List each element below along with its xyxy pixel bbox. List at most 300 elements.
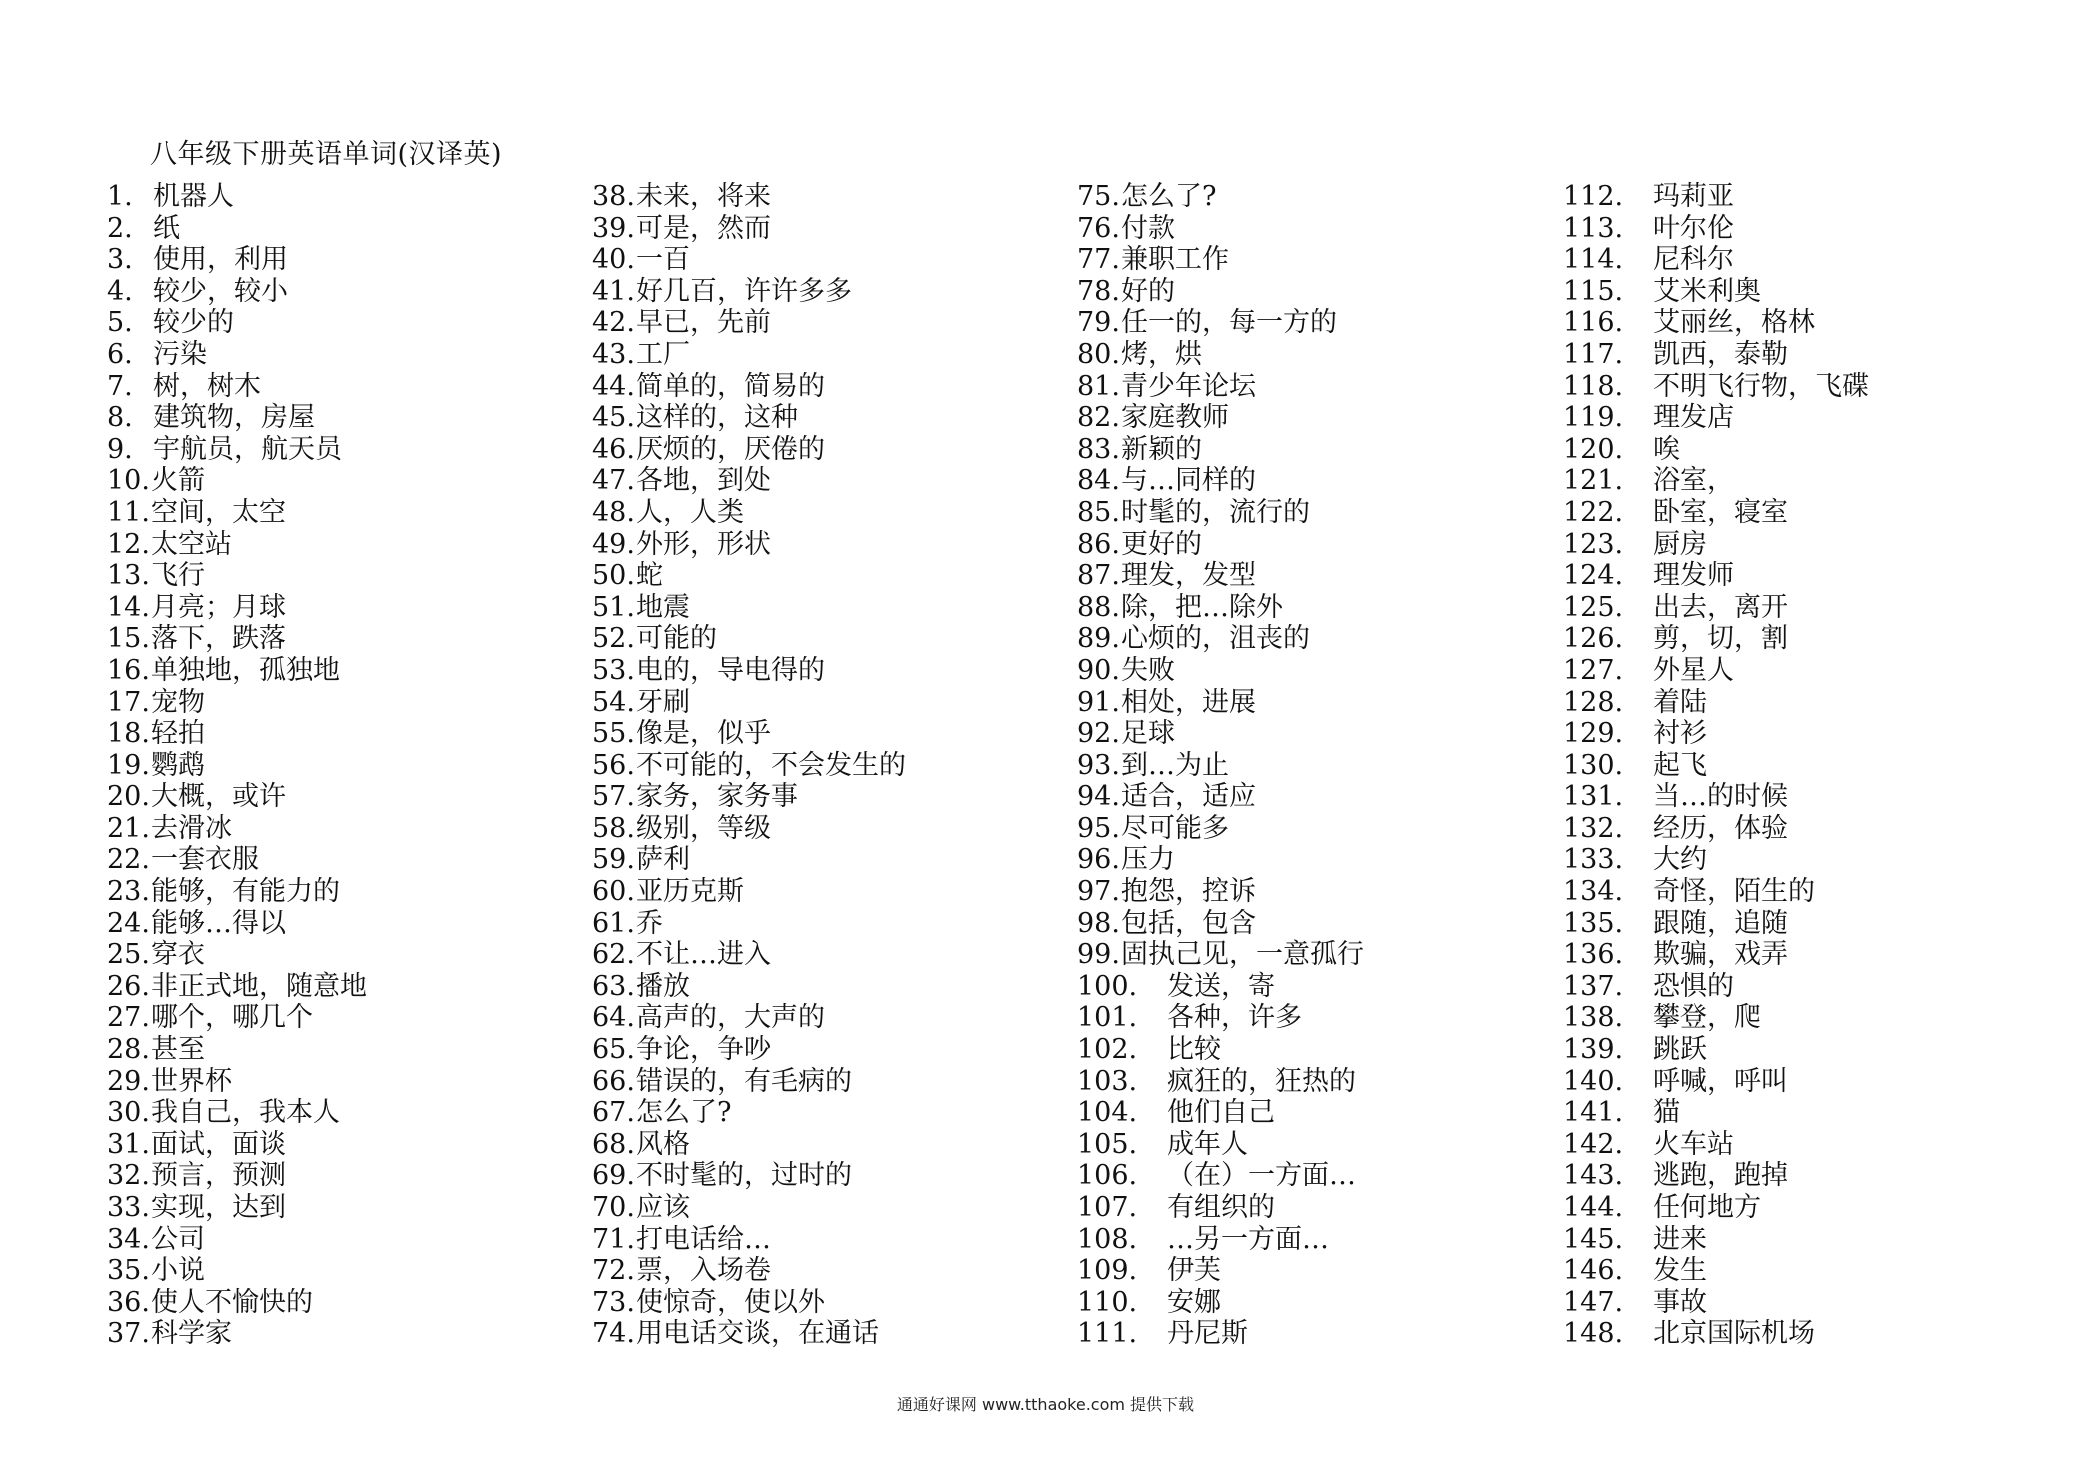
entry-number: 22.	[107, 844, 150, 876]
vocabulary-entry	[1077, 339, 1557, 371]
vocabulary-entry	[1077, 181, 1557, 213]
vocabulary-entry	[1563, 1318, 2043, 1350]
vocabulary-entry	[1077, 1160, 1557, 1192]
vocabulary-entry	[592, 781, 1072, 813]
vocabulary-entry	[592, 1287, 1072, 1319]
entry-word: 使惊奇，使以外	[636, 1286, 825, 1318]
entry-word: 时髦的，流行的	[1121, 496, 1310, 528]
entry-number: 112.	[1563, 181, 1624, 212]
vocabulary-entry	[107, 371, 587, 403]
entry-word: 任一的，每一方的	[1121, 307, 1337, 339]
vocabulary-entry	[1077, 371, 1557, 403]
entry-word: 艾米利奥	[1653, 275, 1761, 307]
entry-word: 好的	[1121, 275, 1175, 307]
vocabulary-entry	[1077, 402, 1557, 434]
entry-number: 10.	[107, 465, 150, 497]
entry-number: 13.	[107, 560, 150, 592]
entry-word: 轻拍	[151, 718, 205, 750]
entry-number: 29.	[107, 1065, 150, 1097]
vocabulary-entry	[592, 1129, 1072, 1161]
entry-number: 122.	[1563, 496, 1624, 528]
vocabulary-entry	[107, 623, 587, 655]
vocabulary-entry	[1563, 592, 2043, 624]
entry-word: 跳跃	[1653, 1034, 1707, 1066]
entry-word: 这样的，这种	[636, 402, 798, 434]
entry-number: 24.	[107, 907, 150, 939]
entry-number: 128.	[1563, 686, 1624, 718]
vocabulary-entry	[1563, 876, 2043, 908]
entry-word: 卧室，寝室	[1653, 496, 1788, 528]
entry-number: 52.	[592, 623, 635, 655]
entry-number: 74.	[592, 1318, 635, 1350]
entry-number: 111.	[1077, 1318, 1138, 1350]
vocabulary-entry	[592, 1318, 1072, 1350]
entry-number: 8.	[107, 402, 133, 434]
vocabulary-entry	[107, 1002, 587, 1034]
entry-number: 114.	[1563, 244, 1624, 276]
entry-word: 猫	[1653, 1097, 1680, 1129]
entry-number: 80.	[1077, 338, 1120, 370]
entry-word: 厌烦的，厌倦的	[636, 433, 825, 465]
entry-number: 47.	[592, 465, 635, 497]
entry-word: 宇航员，航天员	[153, 433, 342, 465]
vocabulary-entry	[1563, 465, 2043, 497]
entry-word: 艾丽丝，格林	[1653, 307, 1815, 339]
entry-word: 事故	[1653, 1286, 1707, 1318]
entry-number: 139.	[1563, 1034, 1624, 1066]
vocabulary-entry	[592, 213, 1072, 245]
entry-word: 可是，然而	[636, 212, 771, 244]
entry-number: 19.	[107, 749, 150, 781]
entry-word: …另一方面…	[1167, 1223, 1329, 1255]
vocabulary-entry	[1077, 434, 1557, 466]
entry-word: 打电话给…	[636, 1223, 771, 1255]
entry-number: 17.	[107, 686, 150, 718]
entry-number: 83.	[1077, 433, 1120, 465]
entry-word: 大概，或许	[151, 781, 286, 813]
entry-number: 32.	[107, 1160, 150, 1192]
vocabulary-entry	[107, 529, 587, 561]
entry-word: 当…的时候	[1653, 781, 1788, 813]
vocabulary-list	[0, 181, 2091, 1361]
entry-number: 113.	[1563, 212, 1624, 244]
entry-word: 用电话交谈，在通话	[636, 1318, 879, 1350]
vocabulary-entry	[1563, 434, 2043, 466]
vocabulary-entry	[592, 1097, 1072, 1129]
vocabulary-entry	[1563, 244, 2043, 276]
vocabulary-entry	[1563, 307, 2043, 339]
entry-word: 早已，先前	[636, 307, 771, 339]
entry-word: 安娜	[1167, 1286, 1221, 1318]
entry-number: 93.	[1077, 749, 1120, 781]
entry-word: 到…为止	[1121, 749, 1229, 781]
entry-word: 好几百，许许多多	[636, 275, 852, 307]
entry-number: 94.	[1077, 781, 1120, 813]
entry-word: 兼职工作	[1121, 244, 1229, 276]
entry-number: 18.	[107, 718, 150, 750]
entry-word: 哪个，哪几个	[151, 1002, 313, 1034]
vocabulary-entry	[1563, 1192, 2043, 1224]
entry-number: 15.	[107, 623, 150, 655]
entry-word: 相处，进展	[1121, 686, 1256, 718]
entry-number: 34.	[107, 1223, 150, 1255]
vocabulary-entry	[107, 402, 587, 434]
entry-word: 能够…得以	[151, 907, 286, 939]
entry-number: 40.	[592, 244, 635, 276]
entry-number: 7.	[107, 370, 133, 402]
entry-number: 117.	[1563, 338, 1624, 370]
entry-number: 87.	[1077, 560, 1120, 592]
vocabulary-entry	[107, 655, 587, 687]
entry-word: 呼喊，呼叫	[1653, 1065, 1788, 1097]
entry-word: 纸	[153, 212, 180, 244]
vocabulary-entry	[1563, 371, 2043, 403]
entry-number: 12.	[107, 528, 150, 560]
entry-word: 剪，切，割	[1653, 623, 1788, 655]
vocabulary-entry	[107, 276, 587, 308]
entry-number: 92.	[1077, 718, 1120, 750]
vocabulary-entry	[1077, 1034, 1557, 1066]
vocabulary-entry	[107, 1097, 587, 1129]
entry-word: 建筑物，房屋	[153, 402, 315, 434]
entry-number: 70.	[592, 1192, 635, 1223]
entry-number: 5.	[107, 307, 133, 339]
entry-number: 110.	[1077, 1286, 1138, 1318]
entry-word: 压力	[1121, 844, 1175, 876]
vocabulary-entry	[1077, 244, 1557, 276]
entry-word: 大约	[1653, 844, 1707, 876]
vocabulary-entry	[107, 1129, 587, 1161]
entry-word: 使人不愉快的	[151, 1286, 313, 1318]
entry-word: 能够，有能力的	[151, 876, 340, 908]
entry-word: 票，入场卷	[636, 1255, 771, 1287]
entry-number: 21.	[107, 812, 150, 844]
entry-number: 3.	[107, 244, 133, 276]
entry-number: 146.	[1563, 1255, 1624, 1287]
vocabulary-entry	[1563, 402, 2043, 434]
entry-word: 发生	[1653, 1255, 1707, 1287]
vocabulary-entry	[1077, 1224, 1557, 1256]
entry-word: 鹦鹉	[151, 749, 205, 781]
entry-word: 面试，面谈	[151, 1128, 286, 1160]
vocabulary-entry	[1563, 813, 2043, 845]
vocabulary-entry	[592, 718, 1072, 750]
entry-word: 各地，到处	[636, 465, 771, 497]
entry-number: 55.	[592, 718, 635, 750]
entry-word: 怎么了?	[636, 1097, 732, 1129]
vocabulary-entry	[107, 939, 587, 971]
entry-word: 不时髦的，过时的	[636, 1160, 852, 1192]
entry-number: 38.	[592, 181, 635, 212]
entry-number: 103.	[1077, 1065, 1138, 1097]
entry-word: 不可能的，不会发生的	[636, 749, 906, 781]
entry-number: 78.	[1077, 275, 1120, 307]
entry-word: 奇怪，陌生的	[1653, 876, 1815, 908]
entry-word: 包括，包含	[1121, 907, 1256, 939]
entry-word: 烤，烘	[1121, 338, 1202, 370]
vocabulary-entry	[592, 465, 1072, 497]
vocabulary-entry	[1077, 529, 1557, 561]
entry-word: 理发，发型	[1121, 560, 1256, 592]
entry-word: 科学家	[151, 1318, 232, 1350]
vocabulary-entry	[1563, 1002, 2043, 1034]
entry-word: 失败	[1121, 654, 1175, 686]
entry-number: 69.	[592, 1160, 635, 1192]
entry-word: 穿衣	[151, 939, 205, 971]
entry-number: 37.	[107, 1318, 150, 1350]
entry-number: 43.	[592, 338, 635, 370]
vocabulary-entry	[107, 339, 587, 371]
vocabulary-entry	[1077, 213, 1557, 245]
vocabulary-column-1	[107, 181, 587, 1350]
entry-word: 去滑冰	[151, 812, 232, 844]
entry-word: 公司	[151, 1223, 205, 1255]
entry-word: 一套衣服	[151, 844, 259, 876]
vocabulary-entry	[107, 1255, 587, 1287]
entry-number: 66.	[592, 1065, 635, 1097]
entry-word: 我自己，我本人	[151, 1097, 340, 1129]
vocabulary-entry	[1077, 623, 1557, 655]
entry-word: 应该	[636, 1192, 690, 1223]
entry-number: 115.	[1563, 275, 1624, 307]
entry-word: 攀登，爬	[1653, 1002, 1761, 1034]
entry-number: 88.	[1077, 591, 1120, 623]
entry-number: 90.	[1077, 654, 1120, 686]
entry-word: 尼科尔	[1653, 244, 1734, 276]
entry-word: 跟随，追随	[1653, 907, 1788, 939]
vocabulary-column-3	[1077, 181, 1557, 1350]
entry-number: 45.	[592, 402, 635, 434]
entry-number: 84.	[1077, 465, 1120, 497]
vocabulary-entry	[1077, 813, 1557, 845]
vocabulary-entry	[1563, 181, 2043, 213]
entry-word: 污染	[153, 338, 207, 370]
entry-number: 134.	[1563, 876, 1624, 908]
entry-word: 非正式地，随意地	[151, 970, 367, 1002]
entry-number: 75.	[1077, 181, 1120, 212]
entry-word: 逃跑，跑掉	[1653, 1160, 1788, 1192]
vocabulary-entry	[1563, 1287, 2043, 1319]
entry-word: 小说	[151, 1255, 205, 1287]
entry-number: 1.	[107, 181, 133, 212]
entry-number: 64.	[592, 1002, 635, 1034]
entry-word: 落下，跌落	[151, 623, 286, 655]
entry-word: 树，树木	[153, 370, 261, 402]
entry-number: 131.	[1563, 781, 1624, 813]
entry-word: 理发店	[1653, 402, 1734, 434]
entry-number: 62.	[592, 939, 635, 971]
vocabulary-entry	[592, 1255, 1072, 1287]
entry-number: 26.	[107, 970, 150, 1002]
entry-number: 116.	[1563, 307, 1624, 339]
entry-word: 与…同样的	[1121, 465, 1256, 497]
vocabulary-entry	[592, 339, 1072, 371]
vocabulary-entry	[1077, 971, 1557, 1003]
entry-number: 33.	[107, 1192, 150, 1223]
entry-number: 104.	[1077, 1097, 1138, 1129]
vocabulary-entry	[1563, 687, 2043, 719]
vocabulary-entry	[1077, 276, 1557, 308]
entry-word: 唉	[1653, 433, 1680, 465]
entry-number: 147.	[1563, 1286, 1624, 1318]
vocabulary-entry	[1563, 1066, 2043, 1098]
entry-number: 81.	[1077, 370, 1120, 402]
vocabulary-entry	[1077, 592, 1557, 624]
vocabulary-entry	[107, 750, 587, 782]
vocabulary-entry	[107, 592, 587, 624]
entry-number: 123.	[1563, 528, 1624, 560]
entry-number: 119.	[1563, 402, 1624, 434]
vocabulary-entry	[1077, 655, 1557, 687]
entry-number: 132.	[1563, 812, 1624, 844]
entry-word: 简单的，简易的	[636, 370, 825, 402]
entry-number: 65.	[592, 1034, 635, 1066]
vocabulary-entry	[1563, 1160, 2043, 1192]
entry-number: 86.	[1077, 528, 1120, 560]
vocabulary-entry	[107, 1224, 587, 1256]
entry-word: 不明飞行物，飞碟	[1653, 370, 1869, 402]
entry-number: 138.	[1563, 1002, 1624, 1034]
entry-number: 140.	[1563, 1065, 1624, 1097]
entry-word: 月亮；月球	[151, 591, 286, 623]
vocabulary-entry	[107, 971, 587, 1003]
entry-number: 82.	[1077, 402, 1120, 434]
entry-number: 49.	[592, 528, 635, 560]
vocabulary-entry	[1563, 1224, 2043, 1256]
entry-word: 伊芙	[1167, 1255, 1221, 1287]
vocabulary-entry	[592, 276, 1072, 308]
entry-word: 叶尔伦	[1653, 212, 1734, 244]
entry-word: 欺骗，戏弄	[1653, 939, 1788, 971]
entry-number: 56.	[592, 749, 635, 781]
vocabulary-entry	[1563, 655, 2043, 687]
vocabulary-entry	[592, 971, 1072, 1003]
entry-word: 出去，离开	[1653, 591, 1788, 623]
vocabulary-entry	[107, 434, 587, 466]
entry-word: 火箭	[151, 465, 205, 497]
entry-number: 143.	[1563, 1160, 1624, 1192]
entry-number: 144.	[1563, 1192, 1624, 1223]
entry-number: 129.	[1563, 718, 1624, 750]
vocabulary-entry	[1563, 623, 2043, 655]
entry-number: 57.	[592, 781, 635, 813]
entry-number: 142.	[1563, 1128, 1624, 1160]
entry-word: 北京国际机场	[1653, 1318, 1815, 1350]
entry-word: 空间，太空	[151, 496, 286, 528]
vocabulary-entry	[107, 497, 587, 529]
entry-number: 30.	[107, 1097, 150, 1129]
entry-number: 9.	[107, 433, 133, 465]
vocabulary-entry	[1563, 908, 2043, 940]
entry-word: 他们自己	[1167, 1097, 1275, 1129]
entry-number: 105.	[1077, 1128, 1138, 1160]
entry-number: 50.	[592, 560, 635, 592]
entry-number: 124.	[1563, 560, 1624, 592]
vocabulary-entry	[107, 844, 587, 876]
entry-word: 外形，形状	[636, 528, 771, 560]
vocabulary-entry	[592, 844, 1072, 876]
vocabulary-entry	[1077, 781, 1557, 813]
vocabulary-entry	[1563, 750, 2043, 782]
vocabulary-entry	[1077, 1097, 1557, 1129]
entry-number: 67.	[592, 1097, 635, 1129]
vocabulary-entry	[592, 1160, 1072, 1192]
entry-number: 126.	[1563, 623, 1624, 655]
entry-number: 4.	[107, 275, 133, 307]
entry-number: 141.	[1563, 1097, 1624, 1129]
entry-word: 错误的，有毛病的	[636, 1065, 852, 1097]
entry-number: 101.	[1077, 1002, 1138, 1034]
entry-word: 尽可能多	[1121, 812, 1229, 844]
entry-number: 73.	[592, 1286, 635, 1318]
entry-number: 96.	[1077, 844, 1120, 876]
entry-number: 118.	[1563, 370, 1624, 402]
vocabulary-entry	[592, 402, 1072, 434]
vocabulary-entry	[107, 813, 587, 845]
entry-word: 机器人	[153, 181, 234, 212]
entry-number: 48.	[592, 496, 635, 528]
vocabulary-entry	[1077, 1066, 1557, 1098]
entry-word: 浴室，	[1653, 465, 1734, 497]
entry-number: 14.	[107, 591, 150, 623]
vocabulary-column-4	[1563, 181, 2043, 1350]
vocabulary-entry	[1077, 465, 1557, 497]
entry-word: 进来	[1653, 1223, 1707, 1255]
entry-word: 甚至	[151, 1034, 205, 1066]
vocabulary-entry	[1077, 1255, 1557, 1287]
vocabulary-entry	[1077, 1192, 1557, 1224]
entry-number: 61.	[592, 907, 635, 939]
entry-number: 76.	[1077, 212, 1120, 244]
vocabulary-entry	[1563, 276, 2043, 308]
entry-number: 130.	[1563, 749, 1624, 781]
entry-number: 133.	[1563, 844, 1624, 876]
vocabulary-entry	[107, 1318, 587, 1350]
entry-word: 不让…进入	[636, 939, 771, 971]
vocabulary-entry	[1563, 844, 2043, 876]
entry-word: 人，人类	[636, 496, 744, 528]
entry-number: 6.	[107, 338, 133, 370]
vocabulary-entry	[592, 876, 1072, 908]
entry-number: 39.	[592, 212, 635, 244]
entry-word: 萨利	[636, 844, 690, 876]
entry-word: 较少，较小	[153, 275, 288, 307]
entry-number: 107.	[1077, 1192, 1138, 1223]
vocabulary-entry	[1563, 1129, 2043, 1161]
vocabulary-entry	[1077, 497, 1557, 529]
vocabulary-entry	[1077, 876, 1557, 908]
entry-number: 23.	[107, 876, 150, 908]
entry-word: 更好的	[1121, 528, 1202, 560]
entry-number: 72.	[592, 1255, 635, 1287]
entry-word: （在）一方面…	[1167, 1160, 1356, 1192]
vocabulary-entry	[1563, 339, 2043, 371]
vocabulary-entry	[107, 1066, 587, 1098]
entry-number: 137.	[1563, 970, 1624, 1002]
entry-number: 79.	[1077, 307, 1120, 339]
entry-number: 11.	[107, 496, 150, 528]
entry-word: 一百	[636, 244, 690, 276]
vocabulary-entry	[592, 592, 1072, 624]
vocabulary-entry	[592, 560, 1072, 592]
vocabulary-entry	[107, 307, 587, 339]
vocabulary-entry	[592, 1002, 1072, 1034]
entry-word: 乔	[636, 907, 663, 939]
vocabulary-column-2	[592, 181, 1072, 1350]
entry-word: 单独地，孤独地	[151, 654, 340, 686]
vocabulary-entry	[1077, 1318, 1557, 1350]
vocabulary-entry	[1563, 781, 2043, 813]
